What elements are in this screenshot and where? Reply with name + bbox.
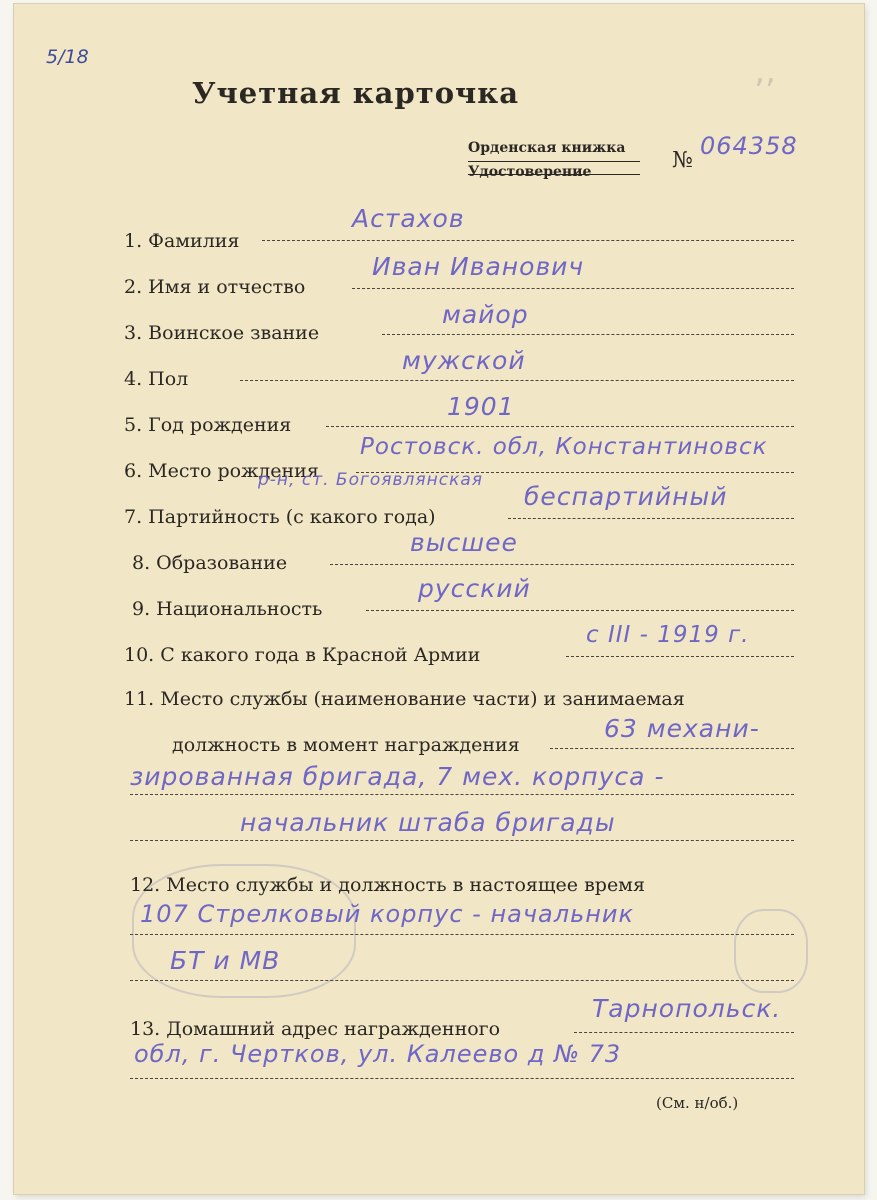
field-label-nationality: 9. Национальность bbox=[132, 598, 323, 620]
order-book-divider bbox=[468, 161, 640, 162]
field-value-birthplace-line2: р-н, ст. Богоявлянская bbox=[258, 470, 484, 490]
field-label-rank: 3. Воинское звание bbox=[124, 322, 320, 344]
see-reverse-note: (См. н/об.) bbox=[656, 1094, 739, 1112]
field-rule-current-service-1 bbox=[130, 934, 794, 935]
field-value-current-service-line1: 107 Стрелковый корпус - начальник bbox=[140, 900, 634, 928]
faded-mark: ʼʼ bbox=[754, 72, 776, 112]
field-rule-current-service-2 bbox=[130, 980, 794, 981]
field-value-party: беспартийный bbox=[524, 482, 728, 511]
field-value-name-patronymic: Иван Иванович bbox=[372, 252, 585, 281]
field-value-home-address-line1: Тарнопольск. bbox=[592, 994, 782, 1023]
field-rule-service-at-award-3 bbox=[130, 840, 794, 841]
order-book-number: 064358 bbox=[700, 132, 798, 160]
field-rule-service-at-award-1 bbox=[550, 748, 794, 749]
field-value-sex: мужской bbox=[402, 346, 526, 375]
field-rule-name-patronymic bbox=[352, 288, 794, 289]
field-value-birthplace: Ростовск. обл, Константиновск bbox=[360, 434, 768, 460]
field-label-birthplace: 6. Место рождения bbox=[124, 460, 319, 482]
field-value-birth-year: 1901 bbox=[447, 392, 515, 421]
field-label-birth-year: 5. Год рождения bbox=[124, 414, 292, 436]
certificate-label: Удостоверение bbox=[468, 164, 592, 180]
field-value-army-since: с III - 1919 г. bbox=[586, 622, 750, 648]
field-rule-rank bbox=[382, 334, 794, 335]
field-label-sex: 4. Пол bbox=[124, 368, 189, 390]
field-label-surname: 1. Фамилия bbox=[124, 230, 240, 252]
field-rule-education bbox=[330, 564, 794, 565]
field-rule-surname bbox=[262, 240, 794, 241]
field-label-home-address: 13. Домашний адрес награжденного bbox=[130, 1018, 501, 1040]
field-value-service-at-award-line2: зированная бригада, 7 мех. корпуса - bbox=[130, 762, 665, 791]
field-label-service-at-award-line2: должность в момент награждения bbox=[172, 734, 520, 756]
field-label-army-since: 10. С какого года в Красной Армии bbox=[124, 644, 481, 666]
field-value-education: высшее bbox=[410, 528, 518, 557]
field-value-current-service-line2: БТ и МВ bbox=[170, 946, 281, 975]
field-rule-home-address-1 bbox=[574, 1032, 794, 1033]
card-title: Учетная карточка bbox=[192, 76, 519, 110]
field-value-surname: Астахов bbox=[352, 204, 465, 233]
number-sign: № bbox=[672, 148, 693, 173]
certificate-strikethrough bbox=[468, 174, 640, 175]
field-label-service-at-award-line1: 11. Место службы (наименование части) и занимаемая bbox=[124, 688, 685, 710]
field-value-home-address-line2: обл, г. Чертков, ул. Калеево д № 73 bbox=[134, 1040, 622, 1068]
field-rule-service-at-award-2 bbox=[130, 794, 794, 795]
field-rule-party bbox=[508, 518, 794, 519]
field-rule-birth-year bbox=[326, 426, 794, 427]
field-rule-army-since bbox=[566, 656, 794, 657]
field-value-nationality: русский bbox=[418, 574, 531, 603]
field-rule-home-address-2 bbox=[130, 1078, 794, 1079]
record-card bbox=[14, 4, 864, 1194]
field-rule-sex bbox=[240, 380, 794, 381]
field-label-current-service: 12. Место службы и должность в настоящее время bbox=[130, 874, 645, 896]
field-value-service-at-award-line3: начальник штаба бригады bbox=[240, 808, 616, 837]
field-label-party: 7. Партийность (с какого года) bbox=[124, 506, 436, 528]
field-label-education: 8. Образование bbox=[132, 552, 288, 574]
field-value-rank: майор bbox=[442, 300, 529, 329]
field-label-name-patronymic: 2. Имя и отчество bbox=[124, 276, 306, 298]
order-book-label: Орденская книжка bbox=[468, 140, 626, 156]
field-rule-nationality bbox=[366, 610, 794, 611]
field-value-service-at-award-line1: 63 механи- bbox=[604, 714, 760, 743]
page-number-note: 5/18 bbox=[46, 46, 89, 68]
